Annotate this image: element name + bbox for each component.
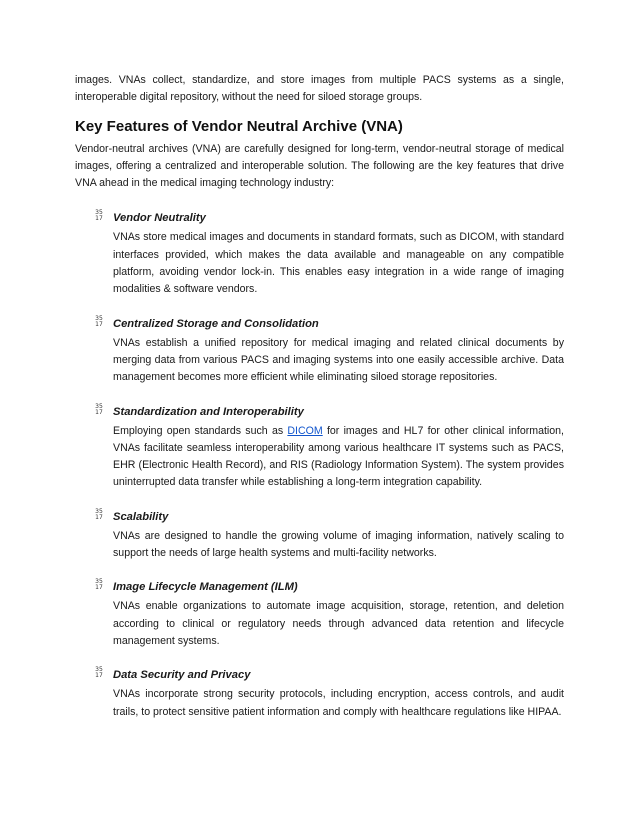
feature-body: VNAs establish a unified repository for medical imaging and related clinical documents by merging data from various PACS and imaging systems into one easily accessible archive. Data management becomes more efficient while eliminating siloed storage repositories. [113,336,564,384]
feature-item-centralized-storage [75,316,564,387]
feature-body-after: for images and HL7 for other clinical information, VNAs facilitate seamless interoperability among various healthcare IT systems such as PACS, EHR (Electronic Health Record), and RIS (Radiology Information System). The system provides uninterrupted data transfer while establishing a long-term integration capability. [113,424,564,489]
feature-title: Image Lifecycle Management (ILM) [113,581,298,594]
feature-list [75,210,564,720]
bullet-icon: 35 17 [95,402,103,416]
dicom-link[interactable]: DICOM [287,424,323,437]
document-page [75,72,564,738]
bullet-icon: 35 17 [95,578,103,592]
feature-body: VNAs incorporate strong security protocols, including encryption, access controls, and audit trails, to protect sensitive patient information and comply with healthcare regulations like HIPAA. [113,688,564,718]
intro-continuation: images. VNAs collect, standardize, and store images from multiple PACS systems as a single, interoperable digital repository, without the need for siloed storage groups. [75,74,564,104]
feature-item-standardization [75,404,564,492]
feature-title: Centralized Storage and Consolidation [113,317,319,330]
feature-item-data-security [75,667,564,721]
feature-item-vendor-neutrality [75,210,564,298]
feature-body: VNAs are designed to handle the growing volume of imaging information, natively scaling to support the needs of large health systems and multi-facility networks. [113,529,564,560]
feature-body: VNAs enable organizations to automate image acquisition, storage, retention, and deletion according to clinical or regulatory needs through advanced data retention and lifecycle management systems. [113,600,564,647]
bullet-icon: 35 17 [95,666,103,680]
feature-title: Scalability [113,510,169,523]
section-lead: Vendor-neutral archives (VNA) are carefully designed for long-term, vendor-neutral storage of medical images, offering a centralized and interoperable solution. The following are the key features that drive VNA ahead in the medical imaging technology industry: [75,142,564,190]
feature-title: Vendor Neutrality [113,212,206,225]
feature-body-before: Employing open standards such as [113,424,288,437]
bullet-icon: 35 17 [95,507,103,521]
feature-item-ilm [75,579,564,650]
feature-title: Data Security and Privacy [113,669,251,682]
bullet-icon: 35 17 [95,209,103,223]
feature-body [113,423,564,492]
section-heading: Key Features of Vendor Neutral Archive (VNA) [75,117,403,135]
feature-item-scalability [75,509,564,563]
feature-title: Standardization and Interoperability [113,405,304,418]
feature-body: VNAs store medical images and documents in standard formats, such as DICOM, with standard interfaces provided, which makes the data available and manageable on any compatible platform, avoiding vendor lock-in. This enables easy integration in a wide range of imaging modalities & software vendors. [113,231,564,296]
bullet-icon: 35 17 [95,314,103,328]
